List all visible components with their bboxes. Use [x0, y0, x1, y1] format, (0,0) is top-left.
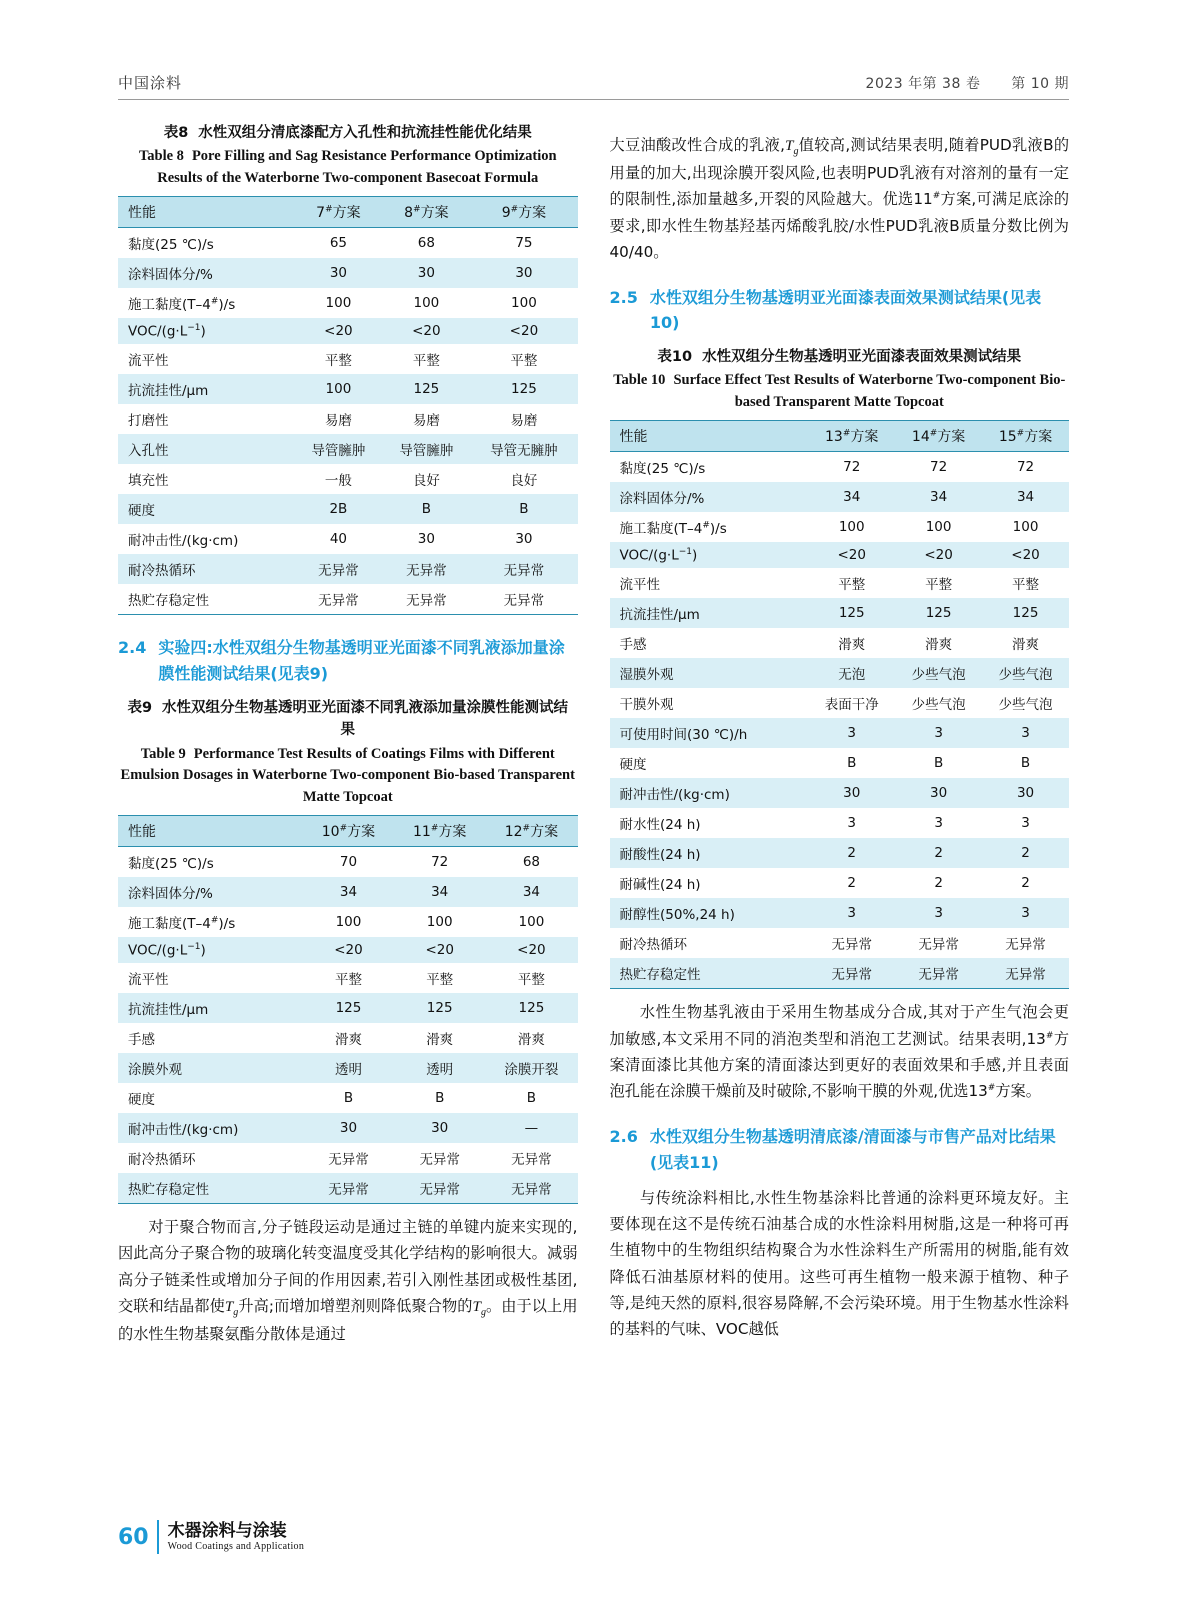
row-label: 施工黏度(T–4#)/s — [610, 512, 809, 542]
row-label: 耐碱性(24 h) — [610, 868, 809, 898]
table9-caption-cn — [118, 697, 578, 742]
cell-value: 100 — [294, 288, 382, 318]
section-2-4-heading — [118, 635, 578, 686]
cell-value: 无异常 — [808, 958, 895, 989]
table-row — [118, 1083, 578, 1113]
section-2-5-number: 2.5 — [609, 287, 638, 307]
cell-value: 滑爽 — [485, 1023, 577, 1053]
cell-value: 2 — [982, 868, 1069, 898]
table-row — [118, 584, 578, 615]
right-paragraph-bottom: 与传统涂料相比,水性生物基涂料比普通的涂料更环境友好。主要体现在这不是传统石油基合成的水性涂料用树脂,这是一种将可再生植物中的生物组织结构聚合为水性涂料生产所需用的树脂,能有效降低石油基原材料的使用。这些可再生植物一般来源于植物、种子等,是纯天然的原料,很容易降解,不会污染环境。用于生物基水性涂料的基料的气味、VOC越低 — [609, 1189, 1069, 1338]
row-label: 耐冲击性/(kg·cm) — [610, 778, 809, 808]
table9-header-row — [118, 815, 578, 846]
table-row — [610, 451, 1070, 482]
cell-value: 30 — [982, 778, 1069, 808]
table8-col-1: 7#方案 — [294, 196, 382, 227]
cell-value: 100 — [470, 288, 577, 318]
table-row — [610, 658, 1070, 688]
cell-value: 125 — [394, 993, 485, 1023]
table-row — [118, 434, 578, 464]
cell-value: B — [382, 494, 470, 524]
cell-value: 30 — [382, 524, 470, 554]
cell-value: 透明 — [303, 1053, 394, 1083]
table9-title-cn: 水性双组分生物基透明亚光面漆不同乳液添加量涂膜性能测试结果 — [162, 699, 569, 739]
cell-value: 滑爽 — [982, 628, 1069, 658]
cell-value: 125 — [895, 598, 982, 628]
table10-title-en: Surface Effect Test Results of Waterborne Two-component Bio-based Transparent Matte Topcoat — [673, 372, 1066, 411]
cell-value: 125 — [808, 598, 895, 628]
right-column — [610, 122, 1070, 1502]
cell-value: 2 — [895, 868, 982, 898]
cell-value: 34 — [485, 877, 577, 907]
cell-value: — — [485, 1113, 577, 1143]
cell-value: 68 — [485, 846, 577, 877]
row-label: 打磨性 — [118, 404, 294, 434]
cell-value: 2 — [895, 838, 982, 868]
cell-value: 无异常 — [382, 554, 470, 584]
cell-value: 125 — [382, 374, 470, 404]
table-row — [118, 344, 578, 374]
cell-value: 30 — [394, 1113, 485, 1143]
cell-value: 滑爽 — [394, 1023, 485, 1053]
table-row — [610, 598, 1070, 628]
section-2-6-title: 水性双组分生物基透明清底漆/清面漆与市售产品对比结果(见表11) — [649, 1127, 1056, 1172]
cell-value: 70 — [303, 846, 394, 877]
table9-caption-en — [118, 744, 578, 809]
cell-value: 无异常 — [294, 584, 382, 615]
row-label: VOC/$(g\cdot L^{-1})$ — [118, 318, 294, 345]
row-label: 耐醇性(50%,24 h) — [610, 898, 809, 928]
cell-value: 100 — [294, 374, 382, 404]
row-label: 耐冷热循环 — [118, 1143, 303, 1173]
table10-number-cn: 表10 — [657, 348, 693, 365]
row-label: 入孔性 — [118, 434, 294, 464]
cell-value: B — [982, 748, 1069, 778]
table10-body — [610, 451, 1070, 989]
cell-value: 无异常 — [303, 1143, 394, 1173]
row-label: 手感 — [610, 628, 809, 658]
table8-body — [118, 227, 578, 615]
table8-caption-cn — [118, 122, 578, 144]
cell-value: 无异常 — [394, 1143, 485, 1173]
cell-value: 平整 — [294, 344, 382, 374]
table-row — [610, 958, 1070, 989]
cell-value: 34 — [808, 482, 895, 512]
row-label: 涂料固体分/% — [610, 482, 809, 512]
cell-value: 100 — [394, 907, 485, 937]
cell-value: 平整 — [895, 568, 982, 598]
table-row — [118, 877, 578, 907]
row-label: VOC/$(g\cdot L^{-1})$ — [118, 937, 303, 964]
row-label: 涂料固体分/% — [118, 258, 294, 288]
cell-value: 100 — [895, 512, 982, 542]
cell-value: <20 — [303, 937, 394, 964]
cell-value: 72 — [808, 451, 895, 482]
table10-header-row — [610, 420, 1070, 451]
cell-value: <20 — [485, 937, 577, 964]
cell-value: 3 — [982, 808, 1069, 838]
table8-col-2: 8#方案 — [382, 196, 470, 227]
table9-number-en: Table 9 — [140, 745, 186, 762]
cell-value: 65 — [294, 227, 382, 258]
table-row — [610, 748, 1070, 778]
table-row — [118, 524, 578, 554]
cell-value: <20 — [382, 318, 470, 345]
row-label: 流平性 — [610, 568, 809, 598]
cell-value: 3 — [808, 718, 895, 748]
page-number: 60 — [118, 1524, 149, 1550]
cell-value: 平整 — [808, 568, 895, 598]
row-label: 热贮存稳定性 — [610, 958, 809, 989]
row-label: 耐水性(24 h) — [610, 808, 809, 838]
row-label: 手感 — [118, 1023, 303, 1053]
right-paragraph-top: 大豆油酸改性合成的乳液$,T_g$值较高,测试结果表明,随着PUD乳液B的用量的加大,出现涂膜开裂风险,也表明PUD乳液有对溶剂的量有一定的限制性,添加量越多,开裂的风险越大。优选11#方案,可满足底涂的要求,即水性生物基羟基丙烯酸乳胶/水性PUD乳液B质量分数比例为40/40。 — [609, 136, 1070, 261]
cell-value: 平整 — [982, 568, 1069, 598]
row-label: 施工黏度(T–4#)/s — [118, 288, 294, 318]
cell-value: 表面干净 — [808, 688, 895, 718]
cell-value: 30 — [470, 524, 577, 554]
row-label: 耐酸性(24 h) — [610, 838, 809, 868]
table-row — [118, 1143, 578, 1173]
table-row — [118, 846, 578, 877]
footer-divider — [157, 1520, 159, 1554]
cell-value: 100 — [485, 907, 577, 937]
cell-value: 无异常 — [303, 1173, 394, 1204]
table-row — [118, 907, 578, 937]
section-2-6-number: 2.6 — [609, 1127, 638, 1146]
cell-value: 72 — [982, 451, 1069, 482]
cell-value: B — [303, 1083, 394, 1113]
cell-value: 3 — [808, 898, 895, 928]
cell-value: 无异常 — [895, 958, 982, 989]
table9 — [118, 815, 578, 1205]
section-2-6-heading — [610, 1124, 1070, 1175]
table9-col-2: 11#方案 — [394, 815, 485, 846]
cell-value: 平整 — [470, 344, 577, 374]
table-row — [118, 554, 578, 584]
section-2-4-title: 实验四:水性双组分生物基透明亚光面漆不同乳液添加量涂膜性能测试结果(见表9) — [158, 638, 565, 684]
cell-value: 68 — [382, 227, 470, 258]
cell-value: 72 — [394, 846, 485, 877]
row-label: 耐冲击性/(kg·cm) — [118, 524, 294, 554]
cell-value: 2 — [982, 838, 1069, 868]
table10-number-en: Table 10 — [613, 372, 666, 389]
cell-value: 3 — [895, 718, 982, 748]
table-row — [118, 318, 578, 345]
footer-section-en: Wood Coatings and Application — [167, 1540, 305, 1552]
row-label: 黏度(25 ℃)/s — [610, 451, 809, 482]
row-label: 耐冷热循环 — [610, 928, 809, 958]
table-row — [118, 288, 578, 318]
table-row — [118, 1053, 578, 1083]
cell-value: B — [485, 1083, 577, 1113]
cell-value: 72 — [895, 451, 982, 482]
table-row — [118, 374, 578, 404]
table9-col-1: 10#方案 — [303, 815, 394, 846]
cell-value: <20 — [895, 542, 982, 569]
table-row — [118, 494, 578, 524]
table8-col-3: 9#方案 — [470, 196, 577, 227]
table-row — [610, 688, 1070, 718]
cell-value: 无异常 — [808, 928, 895, 958]
cell-value: 平整 — [394, 963, 485, 993]
cell-value: 125 — [982, 598, 1069, 628]
right-paragraph-mid: 水性生物基乳液由于采用生物基成分合成,其对于产生气泡会更加敏感,本文采用不同的消泡类型和消泡工艺测试。结果表明,13#方案清面漆比其他方案的清面漆达到更好的表面效果和手感,并且表面泡孔能在涂膜干燥前及时破除,不影响干膜的外观,优选13#方案。 — [609, 1003, 1070, 1100]
content-columns — [118, 122, 1069, 1502]
row-label: 抗流挂性/μm — [118, 993, 303, 1023]
cell-value: 无异常 — [895, 928, 982, 958]
row-label: 涂膜外观 — [118, 1053, 303, 1083]
cell-value: 100 — [303, 907, 394, 937]
table8-title-en: Pore Filling and Sag Resistance Performance Optimization Results of the Waterborne Two-component Basecoat Formula — [157, 148, 557, 187]
table10-caption-en — [610, 370, 1070, 414]
cell-value: 平整 — [382, 344, 470, 374]
table8-caption-en — [118, 146, 578, 190]
cell-value: <20 — [470, 318, 577, 345]
cell-value: 30 — [294, 258, 382, 288]
cell-value: 滑爽 — [895, 628, 982, 658]
table8-number-cn: 表8 — [163, 125, 189, 141]
cell-value: 2 — [808, 838, 895, 868]
cell-value: B — [808, 748, 895, 778]
cell-value: 30 — [470, 258, 577, 288]
row-label: 硬度 — [118, 1083, 303, 1113]
row-label: 硬度 — [610, 748, 809, 778]
table10-col-2: 14#方案 — [895, 420, 982, 451]
cell-value: 无异常 — [470, 554, 577, 584]
cell-value: 易磨 — [294, 404, 382, 434]
cell-value: 无异常 — [982, 928, 1069, 958]
cell-value: 平整 — [485, 963, 577, 993]
cell-value: 无异常 — [470, 584, 577, 615]
table-row — [118, 1023, 578, 1053]
table9-title-en: Performance Test Results of Coatings Films with Different Emulsion Dosages in Waterborne Two-component Bio-based Transparent Matte Topcoat — [120, 745, 575, 806]
cell-value: 34 — [394, 877, 485, 907]
cell-value: 3 — [982, 898, 1069, 928]
row-label: 干膜外观 — [610, 688, 809, 718]
row-label: 耐冷热循环 — [118, 554, 294, 584]
section-2-4-number: 2.4 — [118, 638, 147, 658]
cell-value: 125 — [485, 993, 577, 1023]
cell-value: 良好 — [470, 464, 577, 494]
table10-title-cn: 水性双组分生物基透明亚光面漆表面效果测试结果 — [702, 348, 1022, 365]
cell-value: 30 — [895, 778, 982, 808]
cell-value: 30 — [382, 258, 470, 288]
row-label: 耐冲击性/(kg·cm) — [118, 1113, 303, 1143]
cell-value: 100 — [382, 288, 470, 318]
cell-value: 100 — [982, 512, 1069, 542]
row-label: 黏度(25 ℃)/s — [118, 846, 303, 877]
cell-value: 30 — [303, 1113, 394, 1143]
row-label: 涂料固体分/% — [118, 877, 303, 907]
cell-value: 无异常 — [294, 554, 382, 584]
footer-section-cn: 木器涂料与涂装 — [167, 1521, 287, 1542]
row-label: 抗流挂性/μm — [118, 374, 294, 404]
cell-value: 导管无臃肿 — [470, 434, 577, 464]
cell-value: 滑爽 — [303, 1023, 394, 1053]
table-row — [610, 898, 1070, 928]
table-row — [610, 838, 1070, 868]
table9-number-cn: 表9 — [127, 699, 153, 716]
left-column — [118, 122, 578, 1502]
cell-value: 导管臃肿 — [294, 434, 382, 464]
table-row — [118, 464, 578, 494]
cell-value: 无异常 — [982, 958, 1069, 989]
cell-value: 2B — [294, 494, 382, 524]
table-row — [610, 778, 1070, 808]
table-row — [118, 404, 578, 434]
cell-value: 34 — [982, 482, 1069, 512]
cell-value: 3 — [895, 808, 982, 838]
row-label: 黏度(25 ℃)/s — [118, 227, 294, 258]
cell-value: 透明 — [394, 1053, 485, 1083]
row-label: 流平性 — [118, 344, 294, 374]
cell-value: 滑爽 — [808, 628, 895, 658]
table-row — [118, 227, 578, 258]
cell-value: 平整 — [303, 963, 394, 993]
cell-value: 3 — [982, 718, 1069, 748]
table9-col-3: 12#方案 — [485, 815, 577, 846]
table8-col-0: 性能 — [118, 196, 294, 227]
table-row — [610, 482, 1070, 512]
row-label: 可使用时间(30 ℃)/h — [610, 718, 809, 748]
cell-value: 125 — [303, 993, 394, 1023]
cell-value: 易磨 — [382, 404, 470, 434]
table-row — [118, 1173, 578, 1204]
cell-value: 少些气泡 — [982, 688, 1069, 718]
table-row — [610, 512, 1070, 542]
cell-value: <20 — [808, 542, 895, 569]
table-row — [610, 542, 1070, 569]
table-row — [610, 568, 1070, 598]
cell-value: 30 — [808, 778, 895, 808]
table-row — [118, 937, 578, 964]
row-label: 热贮存稳定性 — [118, 584, 294, 615]
row-label: VOC/$(g\cdot L^{-1})$ — [610, 542, 809, 569]
issue-year: 2023 年第 38 卷 — [865, 76, 981, 92]
table-row — [610, 868, 1070, 898]
cell-value: 40 — [294, 524, 382, 554]
row-label: 湿膜外观 — [610, 658, 809, 688]
table-row — [610, 718, 1070, 748]
cell-value: <20 — [394, 937, 485, 964]
section-2-5-heading — [610, 285, 1070, 336]
table9-body — [118, 846, 578, 1204]
cell-value: 34 — [895, 482, 982, 512]
table8-number-en: Table 8 — [138, 148, 184, 165]
page-header — [118, 72, 1069, 100]
cell-value: 少些气泡 — [895, 658, 982, 688]
table10 — [610, 420, 1070, 990]
table8-title-cn: 水性双组分清底漆配方入孔性和抗流挂性能优化结果 — [198, 125, 532, 141]
cell-value: B — [470, 494, 577, 524]
cell-value: 易磨 — [470, 404, 577, 434]
journal-name: 中国涂料 — [118, 74, 183, 92]
cell-value: 无异常 — [394, 1173, 485, 1204]
cell-value: 无泡 — [808, 658, 895, 688]
table-row — [118, 258, 578, 288]
cell-value: B — [895, 748, 982, 778]
table-row — [118, 963, 578, 993]
cell-value: 无异常 — [382, 584, 470, 615]
table-row — [610, 628, 1070, 658]
row-label: 填充性 — [118, 464, 294, 494]
cell-value: 一般 — [294, 464, 382, 494]
cell-value: B — [394, 1083, 485, 1113]
table10-col-3: 15#方案 — [982, 420, 1069, 451]
row-label: 硬度 — [118, 494, 294, 524]
row-label: 热贮存稳定性 — [118, 1173, 303, 1204]
cell-value: 75 — [470, 227, 577, 258]
table-row — [610, 928, 1070, 958]
cell-value: 34 — [303, 877, 394, 907]
table8 — [118, 196, 578, 616]
cell-value: 良好 — [382, 464, 470, 494]
cell-value: 无异常 — [485, 1143, 577, 1173]
issue-info — [840, 73, 1069, 93]
table-row — [118, 993, 578, 1023]
row-label: 流平性 — [118, 963, 303, 993]
cell-value: 导管臃肿 — [382, 434, 470, 464]
row-label: 抗流挂性/μm — [610, 598, 809, 628]
table8-header-row — [118, 196, 578, 227]
cell-value: 少些气泡 — [982, 658, 1069, 688]
cell-value: 2 — [808, 868, 895, 898]
table10-col-0: 性能 — [610, 420, 809, 451]
cell-value: 100 — [808, 512, 895, 542]
row-label: 施工黏度(T–4#)/s — [118, 907, 303, 937]
table10-col-1: 13#方案 — [808, 420, 895, 451]
issue-number: 第 10 期 — [1011, 76, 1069, 92]
cell-value: <20 — [982, 542, 1069, 569]
cell-value: 125 — [470, 374, 577, 404]
section-2-5-title: 水性双组分生物基透明亚光面漆表面效果测试结果(见表10) — [649, 287, 1042, 333]
table9-col-0: 性能 — [118, 815, 303, 846]
table-row — [118, 1113, 578, 1143]
cell-value: <20 — [294, 318, 382, 345]
cell-value: 3 — [895, 898, 982, 928]
cell-value: 涂膜开裂 — [485, 1053, 577, 1083]
cell-value: 无异常 — [485, 1173, 577, 1204]
left-paragraph: 对于聚合物而言,分子链段运动是通过主链的单键内旋来实现的,因此高分子聚合物的玻璃化转变温度受其化学结构的影响很大。减弱高分子链柔性或增加分子间的作用因素,若引入刚性基团或极性基团,交联和结晶都使$T_g$升高;而增加增塑剂则降低聚合物的$T_g$。由于以上用的水性生物基聚氨酯分散体是通过 — [118, 1218, 578, 1343]
cell-value: 少些气泡 — [895, 688, 982, 718]
page-footer — [118, 1520, 304, 1554]
table-row — [610, 808, 1070, 838]
table10-caption-cn — [610, 346, 1070, 368]
cell-value: 3 — [808, 808, 895, 838]
